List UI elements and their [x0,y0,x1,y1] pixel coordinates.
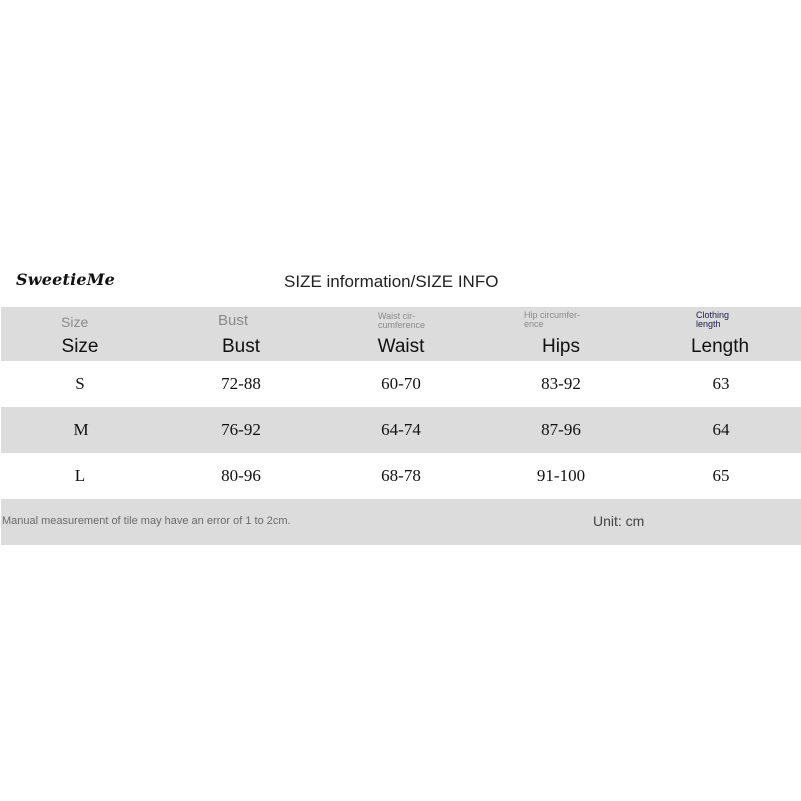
table-row [1,361,801,407]
cell-length: 63 [712,374,730,393]
table-row [1,453,801,499]
table-header-row [1,307,801,361]
cell-length: 65 [712,466,730,485]
cell-waist: 68-78 [381,466,421,485]
cell-length: 64 [712,420,730,439]
cell-size: L [74,466,86,485]
cell-waist: 60-70 [381,374,421,393]
brand-logo: SweetieMe [16,270,116,289]
header-sub-hips: Hip circumfer- ence [524,310,581,330]
cell-hips: 91-100 [536,466,586,485]
cell-size: M [73,420,89,439]
header-sub-length: Clothing length [696,310,730,330]
header-sub-size: Size [61,314,89,330]
cell-bust: 72-88 [221,374,261,393]
header-size: Size [61,336,99,357]
cell-waist: 64-74 [381,420,421,439]
header-bust: Bust [221,336,261,357]
header-sub-bust: Bust [218,312,249,329]
measurement-note: Manual measurement of tile may have an error of 1 to 2cm. [2,515,291,527]
header-length: Length [690,336,750,357]
table-footer-row [1,499,801,545]
cell-hips: 87-96 [541,420,581,439]
size-table [1,307,801,545]
unit-label: Unit: cm [593,513,645,529]
header-hips: Hips [541,336,581,357]
header-sub-waist: Waist cir- cumference [378,311,426,331]
cell-hips: 83-92 [541,374,581,393]
cell-bust: 80-96 [221,466,261,485]
cell-bust: 76-92 [221,420,261,439]
page-title: SIZE information/SIZE INFO [284,272,499,291]
header-waist: Waist [377,336,425,357]
table-row [1,407,801,453]
cell-size: S [75,374,85,393]
